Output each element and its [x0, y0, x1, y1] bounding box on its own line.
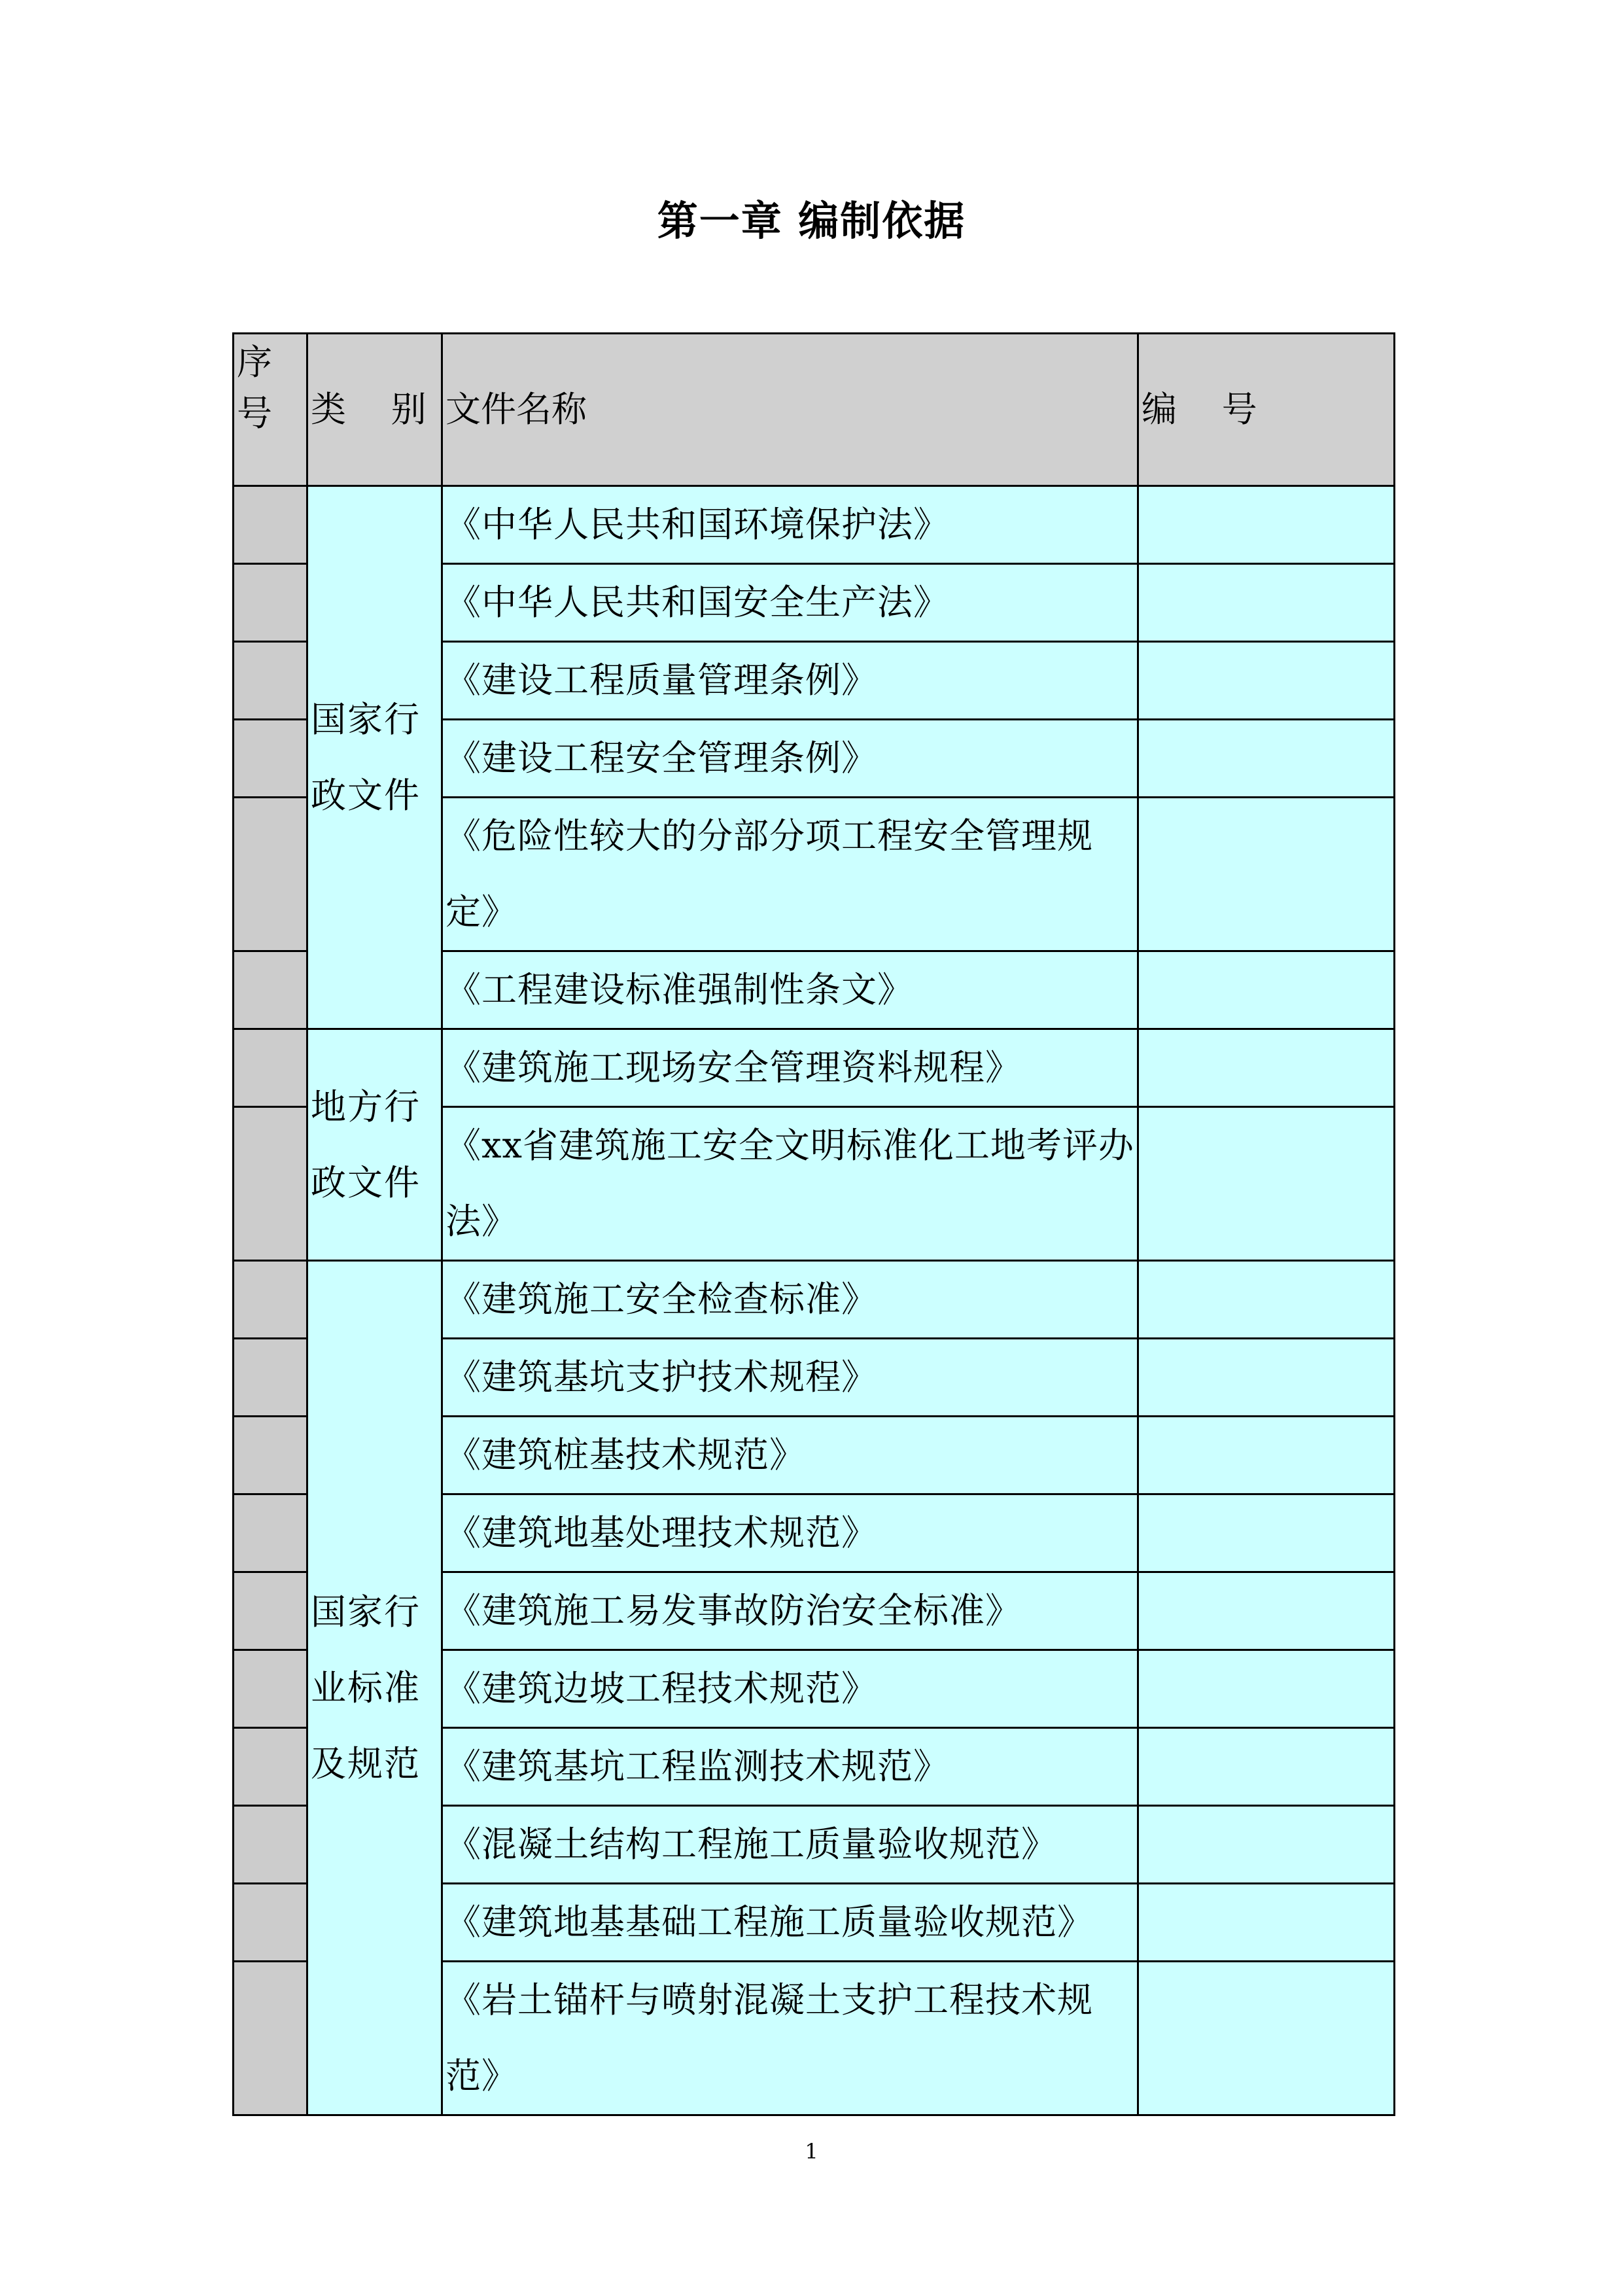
number-cell: [1138, 1494, 1395, 1572]
page-number: 1: [805, 2139, 818, 2164]
seq-cell: [234, 1494, 307, 1572]
category-cell: 国家行政文件: [307, 486, 442, 1029]
basis-table: [232, 332, 1395, 2116]
table-header-row: [234, 334, 1395, 486]
seq-cell: [234, 1417, 307, 1494]
table-row: [234, 1261, 1395, 1339]
seq-cell: [234, 642, 307, 720]
document-name-cell: 《建筑地基基础工程施工质量验收规范》: [442, 1884, 1138, 1962]
page-title: 第一章 编制依据: [657, 197, 966, 245]
document-name-cell: 《xx省建筑施工安全文明标准化工地考评办法》: [442, 1107, 1138, 1261]
number-cell: [1138, 564, 1395, 642]
header-category: 类 别: [307, 334, 442, 486]
document-name-cell: 《建筑施工易发事故防治安全标准》: [442, 1572, 1138, 1650]
document-name-cell: 《建筑边坡工程技术规范》: [442, 1650, 1138, 1728]
header-number: 编 号: [1138, 334, 1395, 486]
number-cell: [1138, 720, 1395, 798]
number-cell: [1138, 798, 1395, 951]
document-name-cell: 《危险性较大的分部分项工程安全管理规定》: [442, 798, 1138, 951]
seq-cell: [234, 1261, 307, 1339]
document-name-cell: 《中华人民共和国环境保护法》: [442, 486, 1138, 564]
number-cell: [1138, 1806, 1395, 1884]
document-name-cell: 《建设工程质量管理条例》: [442, 642, 1138, 720]
number-cell: [1138, 1962, 1395, 2115]
document-name-cell: 《建筑桩基技术规范》: [442, 1417, 1138, 1494]
seq-cell: [234, 1339, 307, 1417]
number-cell: [1138, 1261, 1395, 1339]
number-cell: [1138, 1029, 1395, 1107]
document-name-cell: 《混凝土结构工程施工质量验收规范》: [442, 1806, 1138, 1884]
seq-cell: [234, 1884, 307, 1962]
document-name-cell: 《建筑施工安全检查标准》: [442, 1261, 1138, 1339]
seq-cell: [234, 1572, 307, 1650]
document-name-cell: 《工程建设标准强制性条文》: [442, 951, 1138, 1029]
number-cell: [1138, 1650, 1395, 1728]
number-cell: [1138, 1572, 1395, 1650]
number-cell: [1138, 486, 1395, 564]
document-name-cell: 《建设工程安全管理条例》: [442, 720, 1138, 798]
number-cell: [1138, 1417, 1395, 1494]
document-name-cell: 《岩土锚杆与喷射混凝土支护工程技术规范》: [442, 1962, 1138, 2115]
seq-cell: [234, 798, 307, 951]
number-cell: [1138, 951, 1395, 1029]
seq-cell: [234, 951, 307, 1029]
seq-cell: [234, 564, 307, 642]
header-seq: 序号: [234, 334, 307, 486]
category-cell: 国家行业标准及规范: [307, 1261, 442, 2115]
seq-cell: [234, 1650, 307, 1728]
document-name-cell: 《建筑施工现场安全管理资料规程》: [442, 1029, 1138, 1107]
number-cell: [1138, 1884, 1395, 1962]
table-row: [234, 486, 1395, 564]
seq-cell: [234, 1029, 307, 1107]
number-cell: [1138, 642, 1395, 720]
document-name-cell: 《建筑基坑工程监测技术规范》: [442, 1728, 1138, 1806]
seq-cell: [234, 486, 307, 564]
seq-cell: [234, 1962, 307, 2115]
document-name-cell: 《建筑地基处理技术规范》: [442, 1494, 1138, 1572]
number-cell: [1138, 1339, 1395, 1417]
seq-cell: [234, 1806, 307, 1884]
document-name-cell: 《中华人民共和国安全生产法》: [442, 564, 1138, 642]
number-cell: [1138, 1107, 1395, 1261]
category-cell: 地方行政文件: [307, 1029, 442, 1261]
seq-cell: [234, 1728, 307, 1806]
seq-cell: [234, 720, 307, 798]
table-row: [234, 1029, 1395, 1107]
header-name: 文件名称: [442, 334, 1138, 486]
seq-cell: [234, 1107, 307, 1261]
number-cell: [1138, 1728, 1395, 1806]
document-name-cell: 《建筑基坑支护技术规程》: [442, 1339, 1138, 1417]
